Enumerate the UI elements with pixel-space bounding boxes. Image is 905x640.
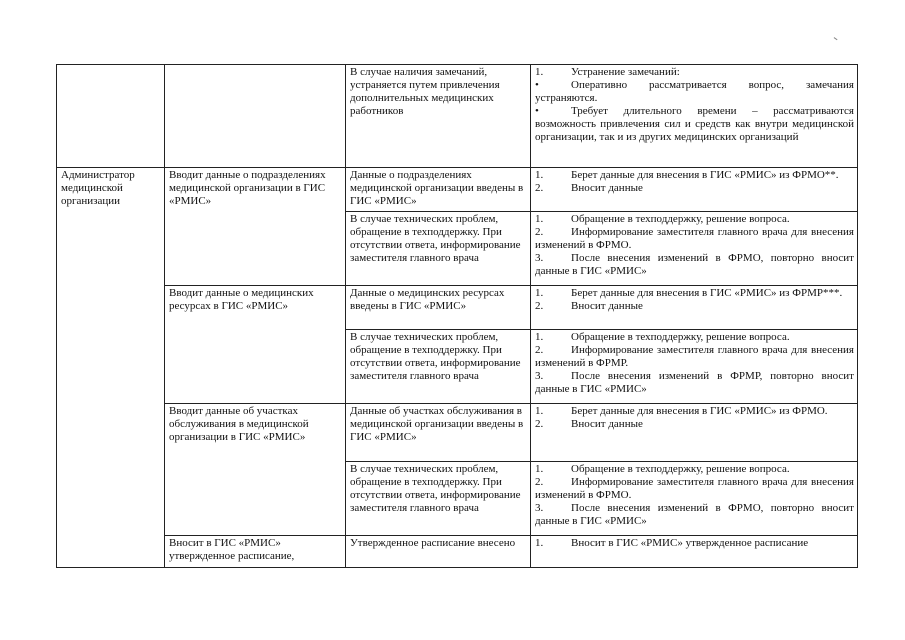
step-item: 2. Информирование заместителя главного врача для внесения изменений в ФРМО.: [535, 476, 854, 501]
result-cell: В случае технических проблем, обращение в техподдержку. При отсутствии ответа, информирование заместителя главного врача: [346, 212, 531, 286]
result-cell: Данные о подразделениях медицинской организации введены в ГИС «РМИС»: [346, 168, 531, 212]
actor-cell: Администратор медицинской организации: [57, 168, 165, 568]
steps-cell: [531, 286, 858, 330]
table-row: [57, 286, 858, 330]
step-item: 2. Информирование заместителя главного врача для внесения изменений в ФРМР.: [535, 344, 854, 369]
steps-cell: [531, 404, 858, 462]
table-row: [57, 536, 858, 568]
steps-cell: [531, 65, 858, 168]
step-item: 3. После внесения изменений в ФРМР, повторно вносит данные в ГИС «РМИС»: [535, 370, 854, 395]
step-item: 2. Вносит данные: [535, 182, 643, 194]
step-item: 1. Обращение в техподдержку, решение вопроса.: [535, 213, 790, 225]
result-cell: Данные о медицинских ресурсах введены в ГИС «РМИС»: [346, 286, 531, 330]
result-cell: В случае технических проблем, обращение в техподдержку. При отсутствии ответа, информирование заместителя главного врача: [346, 462, 531, 536]
action-cell: Вводит данные о медицинских ресурсах в ГИС «РМИС»: [165, 286, 346, 404]
steps-cell: [531, 330, 858, 404]
step-item: 1. Вносит в ГИС «РМИС» утвержденное расписание: [535, 537, 809, 549]
step-item: 2. Информирование заместителя главного врача для внесения изменений в ФРМО.: [535, 226, 854, 251]
action-cell: Вносит в ГИС «РМИС» утвержденное расписание,: [165, 536, 346, 568]
result-cell: Данные об участках обслуживания в медицинской организации введены в ГИС «РМИС»: [346, 404, 531, 462]
step-item: • Оперативно рассматривается вопрос, замечания устраняются.: [535, 79, 854, 104]
table-row: [57, 404, 858, 462]
step-item: 1. Берет данные для внесения в ГИС «РМИС» из ФРМО**.: [535, 169, 839, 181]
table-row: [57, 168, 858, 212]
step-item: 3. После внесения изменений в ФРМО, повторно вносит данные в ГИС «РМИС»: [535, 502, 854, 527]
result-cell: Утвержденное расписание внесено: [346, 536, 531, 568]
step-item: 1. Берет данные для внесения в ГИС «РМИС» из ФРМО.: [535, 405, 828, 417]
step-item: 1. Устранение замечаний:: [535, 66, 680, 78]
action-cell: Вводит данные о подразделениях медицинской организации в ГИС «РМИС»: [165, 168, 346, 286]
actor-cell: [57, 65, 165, 168]
result-cell: В случае технических проблем, обращение в техподдержку. При отсутствии ответа, информирование заместителя главного врача: [346, 330, 531, 404]
result-cell: В случае наличия замечаний, устраняется путем привлечения дополнительных медицинских работников: [346, 65, 531, 168]
step-item: • Требует длительного времени – рассматриваются возможность привлечения сил и средств как внутри медицинской организации, так и из других медицинских организаций: [535, 105, 854, 143]
step-item: 2. Вносит данные: [535, 418, 643, 430]
action-cell: [165, 65, 346, 168]
action-cell: Вводит данные об участках обслуживания в медицинской организации в ГИС «РМИС»: [165, 404, 346, 536]
step-item: 1. Обращение в техподдержку, решение вопроса.: [535, 331, 790, 343]
steps-cell: [531, 536, 858, 568]
table-row: [57, 65, 858, 168]
step-item: 3. После внесения изменений в ФРМО, повторно вносит данные в ГИС «РМИС»: [535, 252, 854, 277]
step-item: 1. Берет данные для внесения в ГИС «РМИС» из ФРМР***.: [535, 287, 843, 299]
steps-cell: [531, 212, 858, 286]
step-item: 1. Обращение в техподдержку, решение вопроса.: [535, 463, 790, 475]
steps-cell: [531, 168, 858, 212]
step-item: 2. Вносит данные: [535, 300, 643, 312]
scan-artifact: [833, 37, 838, 42]
process-table: [56, 64, 858, 568]
steps-cell: [531, 462, 858, 536]
